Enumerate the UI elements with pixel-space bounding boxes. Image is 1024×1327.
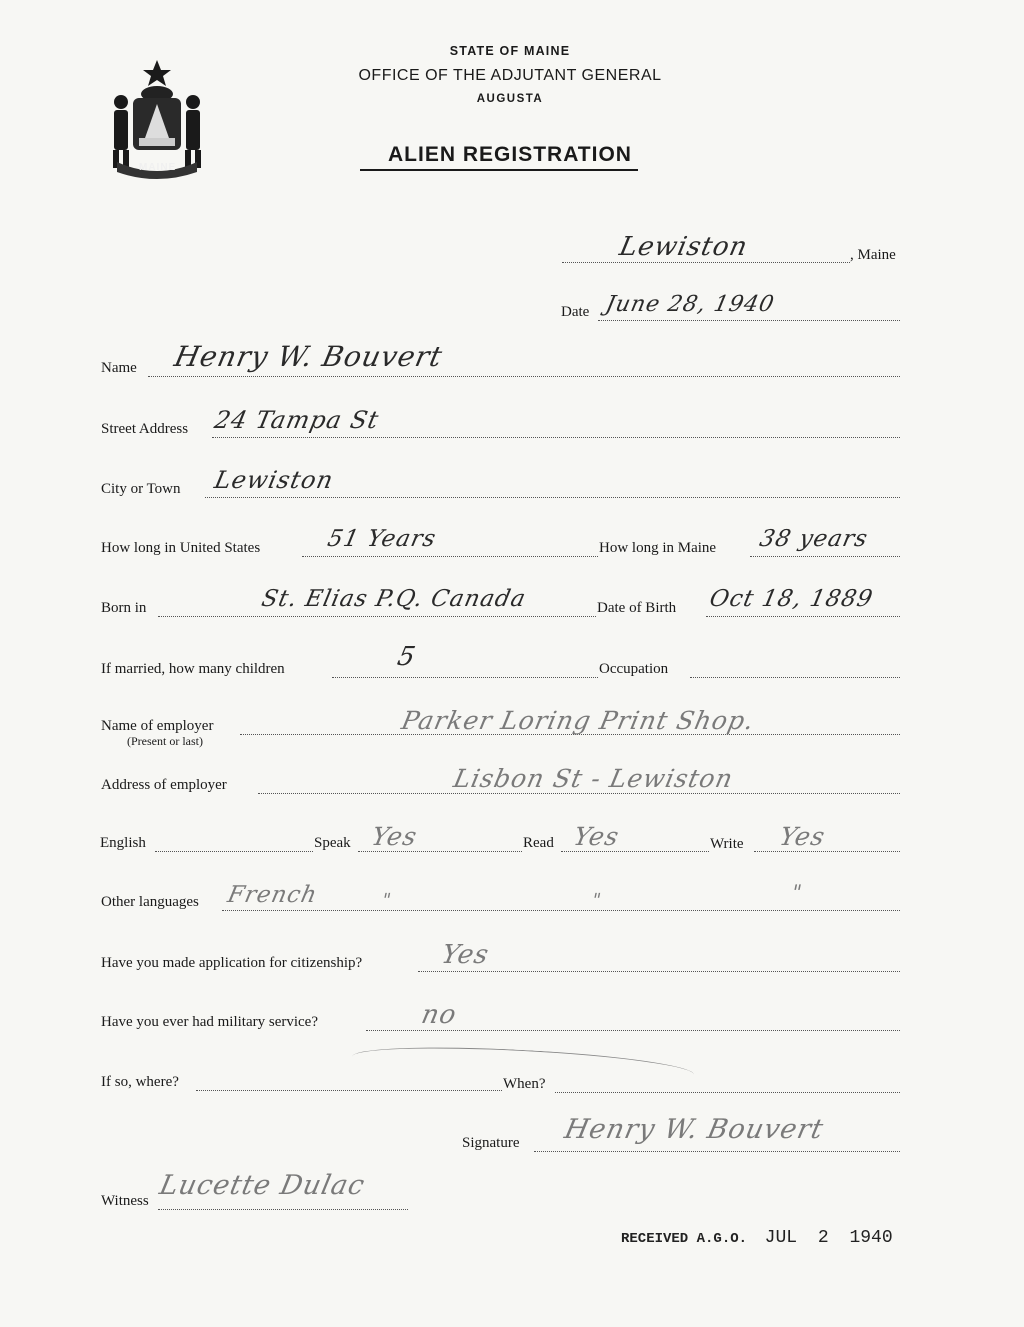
city-label: City or Town bbox=[101, 481, 181, 497]
form-title: ALIEN REGISTRATION bbox=[388, 143, 632, 166]
dob-line bbox=[706, 616, 900, 617]
born-value: St. Elias P.Q. Canada bbox=[259, 586, 529, 612]
write-line bbox=[754, 851, 900, 852]
military-value: no bbox=[418, 1000, 460, 1030]
english-label: English bbox=[100, 835, 146, 851]
date-label: Date bbox=[561, 304, 590, 320]
employer-sublabel: (Present or last) bbox=[127, 734, 203, 748]
citizenship-line bbox=[418, 971, 900, 972]
employer-value: Parker Loring Print Shop. bbox=[398, 706, 758, 735]
when-label: When? bbox=[503, 1076, 546, 1092]
read-label: Read bbox=[523, 835, 554, 851]
name-value: Henry W. Bouvert bbox=[171, 340, 446, 373]
military-label: Have you ever had military service? bbox=[101, 1014, 318, 1030]
name-label: Name bbox=[101, 360, 137, 376]
where-label: If so, where? bbox=[101, 1074, 179, 1090]
witness-label: Witness bbox=[101, 1193, 149, 1209]
other-languages-read: " bbox=[589, 890, 604, 911]
employer-address-value: Lisbon St - Lewiston bbox=[450, 764, 736, 793]
us-years-value: 51 Years bbox=[325, 526, 439, 552]
born-line bbox=[158, 616, 596, 617]
military-line bbox=[366, 1030, 900, 1031]
where-line bbox=[196, 1090, 502, 1091]
street-value: 24 Tampa St bbox=[212, 406, 382, 434]
received-stamp bbox=[621, 1228, 893, 1248]
other-languages-label: Other languages bbox=[101, 894, 199, 910]
other-languages-value: French bbox=[225, 882, 320, 908]
citizenship-label: Have you made application for citizenship? bbox=[101, 955, 363, 971]
state-seal bbox=[103, 58, 211, 184]
date-value: June 28, 1940 bbox=[603, 292, 777, 317]
witness-value: Lucette Dulac bbox=[156, 1170, 368, 1201]
children-value: 5 bbox=[394, 642, 419, 672]
other-languages-speak: " bbox=[379, 890, 394, 911]
speak-label: Speak bbox=[314, 835, 351, 851]
maine-years-value: 38 years bbox=[757, 526, 871, 552]
occupation-line bbox=[690, 677, 900, 678]
signature-line bbox=[534, 1151, 900, 1152]
stamp-text: RECEIVED A.G.O. bbox=[621, 1231, 748, 1247]
header-state: STATE OF MAINE bbox=[449, 44, 571, 58]
speak-value: Yes bbox=[368, 822, 421, 851]
signature-value: Henry W. Bouvert bbox=[561, 1114, 827, 1145]
date-line bbox=[598, 320, 900, 321]
speak-line bbox=[358, 851, 522, 852]
dob-value: Oct 18, 1889 bbox=[707, 586, 876, 612]
header-city: AUGUSTA bbox=[476, 93, 544, 105]
english-line-1 bbox=[155, 851, 313, 852]
employer-address-line bbox=[258, 793, 900, 794]
place-line bbox=[562, 262, 850, 263]
name-line bbox=[148, 376, 900, 377]
city-value: Lewiston bbox=[212, 466, 337, 494]
seal-text: MAINE bbox=[139, 162, 177, 173]
employer-label: Name of employer bbox=[101, 718, 214, 734]
born-label: Born in bbox=[101, 600, 147, 616]
citizenship-value: Yes bbox=[438, 940, 492, 970]
city-line bbox=[205, 497, 900, 498]
children-line bbox=[332, 677, 598, 678]
write-label: Write bbox=[710, 836, 744, 852]
street-line bbox=[212, 437, 900, 438]
place-suffix: , Maine bbox=[850, 247, 896, 263]
signature-label: Signature bbox=[462, 1135, 520, 1151]
read-line bbox=[561, 851, 709, 852]
when-line bbox=[555, 1092, 900, 1093]
write-value: Yes bbox=[776, 822, 829, 851]
other-languages-line bbox=[222, 910, 900, 911]
place-value: Lewiston bbox=[616, 232, 751, 262]
employer-address-label: Address of employer bbox=[101, 777, 227, 793]
witness-line bbox=[158, 1209, 408, 1210]
us-years-label: How long in United States bbox=[101, 540, 261, 556]
dob-label: Date of Birth bbox=[597, 600, 677, 616]
maine-years-line bbox=[750, 556, 900, 557]
street-label: Street Address bbox=[101, 421, 189, 437]
occupation-label: Occupation bbox=[599, 661, 669, 677]
maine-years-label: How long in Maine bbox=[599, 540, 717, 556]
us-years-line bbox=[302, 556, 598, 557]
title-underline bbox=[360, 169, 638, 171]
read-value: Yes bbox=[570, 822, 623, 851]
stamp-date: JUL 2 1940 bbox=[764, 1228, 893, 1248]
children-label: If married, how many children bbox=[101, 661, 285, 677]
header-office: OFFICE OF THE ADJUTANT GENERAL bbox=[358, 67, 662, 84]
other-languages-write: " bbox=[789, 880, 805, 904]
